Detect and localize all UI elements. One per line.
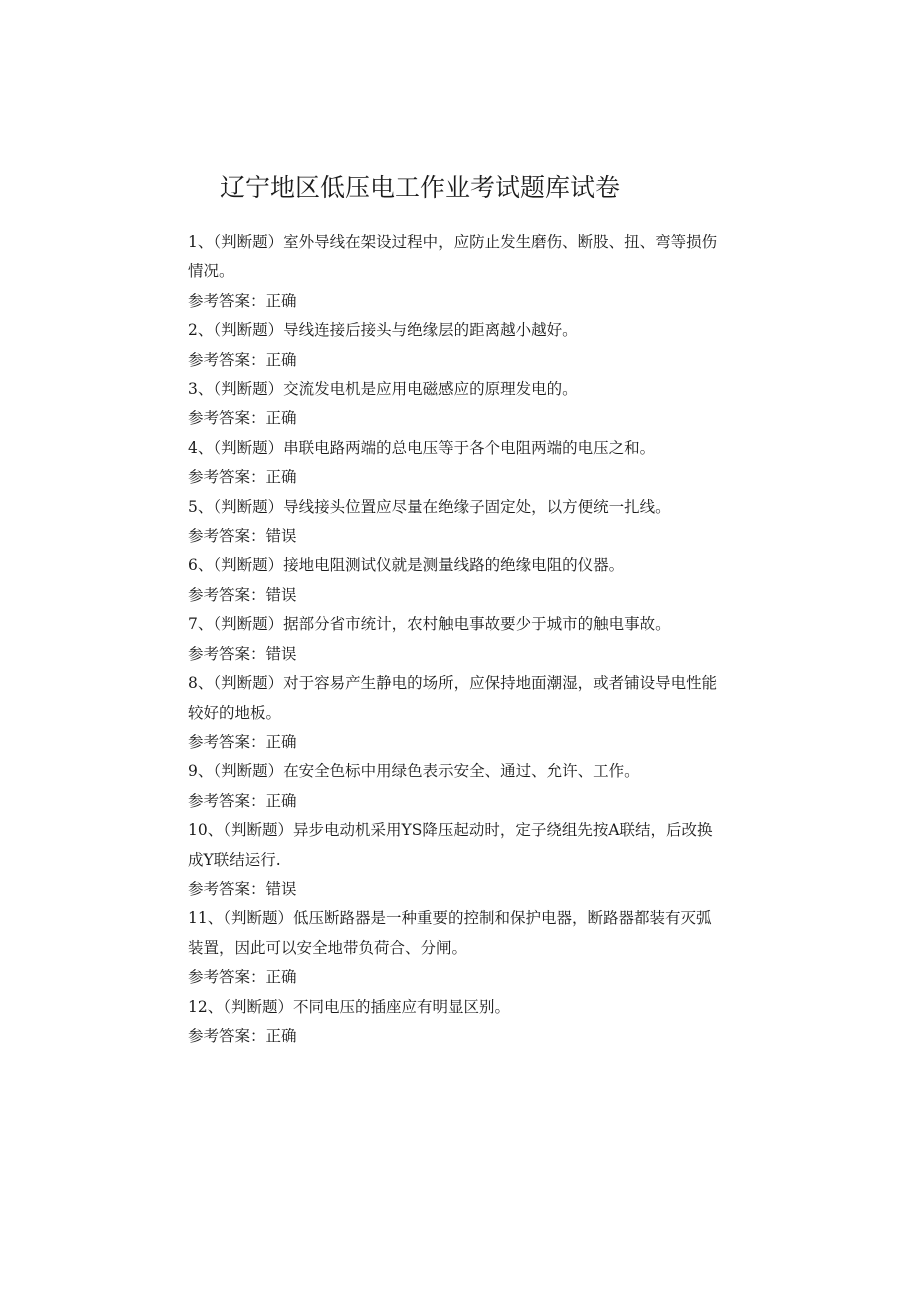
answer-label: 参考答案：	[188, 291, 266, 310]
answer-value: 错误	[265, 879, 297, 898]
answer-line	[188, 346, 718, 375]
question-type: （判断题）	[213, 556, 284, 575]
answer-label: 参考答案：	[188, 644, 266, 663]
question-item	[188, 669, 718, 757]
answer-line	[188, 640, 718, 669]
answer-label: 参考答案：	[188, 791, 266, 810]
question-body: 在安全色标中用绿色表示安全、通过、允许、工作。	[283, 762, 640, 781]
question-text	[188, 551, 718, 580]
question-body: 交流发电机是应用电磁感应的原理发电的。	[283, 380, 578, 399]
answer-label: 参考答案：	[188, 879, 266, 898]
answer-line	[188, 287, 718, 316]
question-type: （判断题）	[213, 674, 284, 693]
answer-label: 参考答案：	[188, 527, 266, 546]
answer-line	[188, 1022, 718, 1051]
answer-label: 参考答案：	[188, 1026, 266, 1045]
question-number: 2、	[188, 321, 214, 340]
question-text	[188, 993, 718, 1022]
answer-line	[188, 463, 718, 492]
question-type: （判断题）	[213, 615, 284, 634]
answer-value: 正确	[265, 409, 297, 428]
question-body: 不同电压的插座应有明显区别。	[293, 997, 511, 1016]
question-text	[188, 434, 718, 463]
question-type: （判断题）	[213, 233, 284, 251]
question-body: 室外导线在架设过程中，应防止发生磨伤、断股、扭、弯等损伤情况。	[188, 233, 718, 281]
question-text	[188, 316, 718, 345]
question-list	[188, 228, 718, 1051]
question-number: 9、	[188, 762, 214, 781]
question-number: 11、	[188, 909, 224, 928]
question-item	[188, 816, 718, 904]
document-title: 辽宁地区低压电工作业考试题库试卷	[219, 173, 620, 202]
question-type: （判断题）	[223, 821, 293, 840]
question-number: 6、	[188, 556, 214, 575]
question-type: （判断题）	[213, 497, 284, 516]
answer-label: 参考答案：	[188, 732, 266, 751]
answer-value: 错误	[265, 644, 297, 663]
question-body: 异步电动机采用YS降压起动时，定子绕组先按A联结，后改换成Y联结运行.	[188, 821, 713, 869]
question-body: 串联电路两端的总电压等于各个电阻两端的电压之和。	[283, 438, 656, 457]
question-item	[188, 904, 718, 992]
answer-value: 正确	[265, 291, 297, 310]
question-item	[188, 434, 718, 493]
question-number: 10、	[188, 821, 224, 840]
question-text	[188, 228, 718, 287]
question-text	[188, 669, 718, 728]
question-number: 12、	[188, 997, 224, 1016]
question-item	[188, 493, 718, 552]
question-text	[188, 610, 718, 639]
question-number: 3、	[188, 380, 214, 399]
question-number: 1、	[188, 233, 214, 251]
answer-value: 正确	[265, 968, 297, 987]
question-number: 7、	[188, 615, 214, 634]
question-item	[188, 375, 718, 434]
answer-line	[188, 728, 718, 757]
question-body: 低压断路器是一种重要的控制和保护电器，断路器都装有灭弧装置，因此可以安全地带负荷合、分闸。	[188, 909, 712, 957]
question-type: （判断题）	[223, 909, 293, 928]
answer-label: 参考答案：	[188, 409, 266, 428]
question-number: 5、	[188, 497, 214, 516]
answer-label: 参考答案：	[188, 468, 266, 487]
question-text	[188, 493, 718, 522]
answer-line	[188, 963, 718, 992]
question-text	[188, 816, 718, 875]
question-item	[188, 228, 718, 316]
answer-line	[188, 875, 718, 904]
question-type: （判断题）	[213, 762, 284, 781]
question-body: 对于容易产生静电的场所，应保持地面潮湿，或者铺设导电性能较好的地板。	[188, 674, 718, 722]
answer-value: 正确	[265, 732, 297, 751]
answer-line	[188, 787, 718, 816]
question-type: （判断题）	[223, 997, 293, 1016]
question-item	[188, 993, 718, 1052]
answer-value: 正确	[265, 350, 297, 369]
answer-line	[188, 522, 718, 551]
question-number: 8、	[188, 674, 214, 693]
answer-value: 正确	[265, 468, 297, 487]
question-text	[188, 904, 718, 963]
question-body: 导线接头位置应尽量在绝缘子固定处，以方便统一扎线。	[283, 497, 671, 516]
answer-line	[188, 581, 718, 610]
question-number: 4、	[188, 438, 214, 457]
answer-line	[188, 404, 718, 433]
question-item	[188, 757, 718, 816]
answer-value: 错误	[265, 585, 297, 604]
answer-label: 参考答案：	[188, 968, 266, 987]
question-item	[188, 551, 718, 610]
question-type: （判断题）	[213, 321, 284, 340]
question-text	[188, 757, 718, 786]
question-body: 导线连接后接头与绝缘层的距离越小越好。	[283, 321, 578, 340]
answer-label: 参考答案：	[188, 585, 266, 604]
question-body: 接地电阻测试仪就是测量线路的绝缘电阻的仪器。	[283, 556, 625, 575]
question-type: （判断题）	[213, 380, 284, 399]
answer-value: 错误	[265, 527, 297, 546]
answer-value: 正确	[265, 1026, 297, 1045]
answer-value: 正确	[265, 791, 297, 810]
question-type: （判断题）	[213, 438, 284, 457]
question-text	[188, 375, 718, 404]
question-item	[188, 610, 718, 669]
answer-label: 参考答案：	[188, 350, 266, 369]
question-item	[188, 316, 718, 375]
question-body: 据部分省市统计，农村触电事故要少于城市的触电事故。	[283, 615, 671, 634]
